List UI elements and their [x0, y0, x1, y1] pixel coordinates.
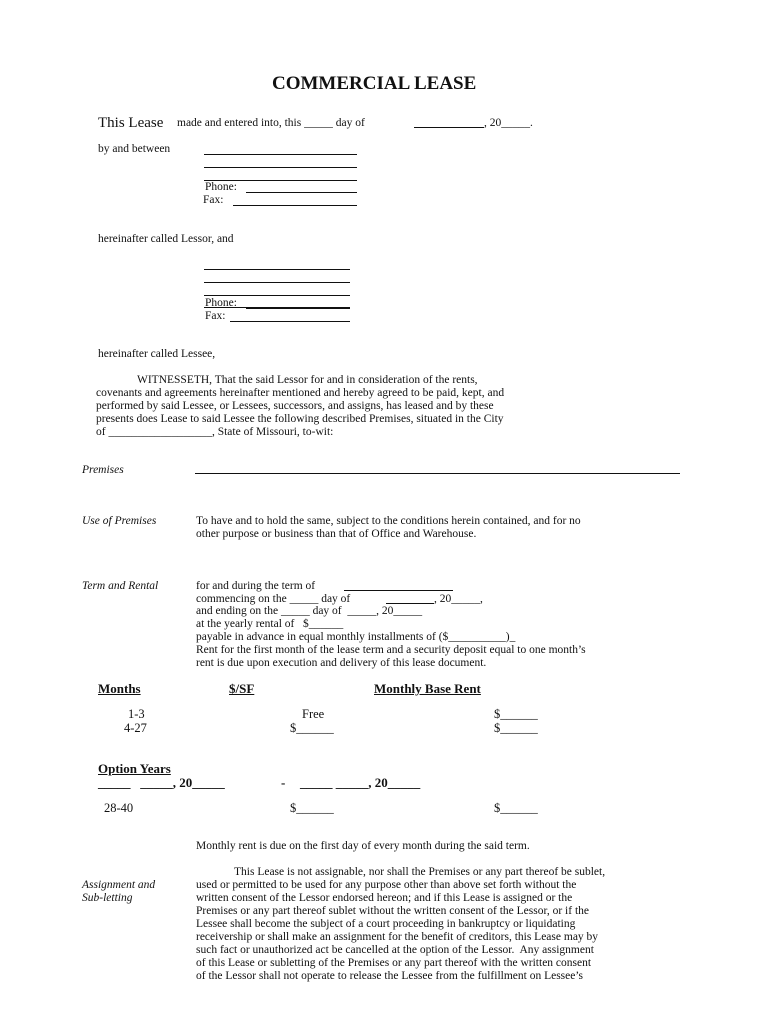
use-label: Use of Premises [82, 515, 157, 527]
rent-table-header-sf: $/SF [229, 681, 255, 696]
commencing-year: , 20_____, [434, 593, 483, 605]
rent-table-header-months: Months [98, 681, 141, 696]
rent-row-2-rent: $______ [494, 721, 538, 735]
lessor-fax-line [233, 194, 357, 206]
assignment-line-5: Lessee shall become the subject of a court proceeding in bankruptcy or liquidating [196, 918, 576, 930]
lessee-name-line-2 [204, 271, 350, 283]
rent-table-header-rent: Monthly Base Rent [374, 681, 481, 696]
witnesseth-line-4: presents does Lease to said Lessee the following described Premises, situated in the City [96, 413, 504, 425]
lessor-fax-label: Fax: [203, 194, 224, 206]
rent-row-1-sf: Free [302, 707, 325, 721]
lessor-phone-line [246, 181, 357, 193]
term-line-6: Rent for the first month of the lease term and a security deposit equal to one month’s [196, 644, 586, 656]
lessee-phone-label: Phone: [205, 297, 237, 309]
premises-label: Premises [82, 464, 124, 476]
use-line-2: other purpose or business than that of Office and Warehouse. [196, 528, 477, 540]
assignment-line-2: used or permitted to be used for any purpose other than above set forth without the [196, 879, 577, 891]
term-label: Term and Rental [82, 580, 159, 592]
witnesseth-line-1: WITNESSETH, That the said Lessor for and in consideration of the rents, [137, 374, 478, 386]
commencing-month-line [386, 592, 434, 604]
intro-year: , 20_____. [484, 117, 533, 129]
lessee-fax-line [230, 310, 350, 322]
option-years-heading: Option Years [98, 761, 171, 776]
intro-made-entered: made and entered into, this _____ day of [177, 117, 365, 129]
option-row-rent: $______ [494, 801, 538, 815]
assignment-line-4: Premises or any part thereof sublet without the written consent of the Lessor, or if the [196, 905, 589, 917]
assignment-line-7: such fact or unauthorized act be cancelled at the option of the Lessor. Any assignment [196, 944, 594, 956]
rent-row-2-months: 4-27 [124, 721, 147, 735]
lessee-fax-label: Fax: [205, 310, 226, 322]
use-line-1: To have and to hold the same, subject to the conditions herein contained, and for no [196, 515, 581, 527]
rent-row-2-sf: $______ [290, 721, 334, 735]
lessee-phone-line [246, 297, 350, 309]
term-length-line [344, 579, 453, 591]
premises-line [195, 462, 680, 474]
lessor-phone-label: Phone: [205, 181, 237, 193]
term-line-1: for and during the term of [196, 580, 316, 592]
lessor-called: hereinafter called Lessor, and [98, 233, 234, 245]
witnesseth-line-5: of __________________, State of Missouri, to-wit: [96, 426, 334, 438]
assignment-label-line-1: Assignment and [82, 879, 156, 891]
term-line-3: and ending on the _____ day of _____, 20_____ [196, 605, 423, 617]
witnesseth-line-3: performed by said Lessee, or Lessees, successors, and assigns, has leased and by these [96, 400, 494, 412]
assignment-line-6: receivership or shall make an assignment for the benefit of creditors, this Lease may by [196, 931, 599, 943]
assignment-line-1: This Lease is not assignable, nor shall the Premises or any part thereof be sublet, [234, 866, 606, 878]
assignment-line-9: of the Lessor shall not operate to release the Lessee from the fulfillment on Lessee’s [196, 970, 584, 982]
option-years-start-date: _____ _____, 20_____ [98, 775, 225, 790]
lessor-name-line-2 [204, 156, 357, 168]
term-line-4: at the yearly rental of $______ [196, 618, 344, 630]
assignment-line-8: of this Lease or subletting of the Premises or any part thereof with the written consent [196, 957, 592, 969]
term-line-2: commencing on the _____ day of [196, 593, 351, 605]
rent-row-1-months: 1-3 [128, 707, 145, 721]
term-line-7: rent is due upon execution and delivery of this lease document. [196, 657, 487, 669]
option-years-end-date: _____ _____, 20_____ [300, 775, 421, 790]
witnesseth-line-2: covenants and agreements hereinafter mentioned and hereby agreed to be paid, kept, and [96, 387, 505, 399]
option-row-months: 28-40 [104, 801, 134, 815]
lessee-name-line-3 [204, 284, 350, 296]
option-row-sf: $______ [290, 801, 334, 815]
lessee-name-line-1 [204, 258, 350, 270]
intro-month-blank [414, 116, 484, 128]
lessee-called: hereinafter called Lessee, [98, 348, 216, 360]
rent-row-1-rent: $______ [494, 707, 538, 721]
assignment-line-3: written consent of the Lessor endorsed hereon; and if this Lease is assigned or the [196, 892, 573, 904]
by-and-between: by and between [98, 143, 171, 155]
assignment-label-line-2: Sub-letting [82, 892, 133, 904]
document-title: COMMERCIAL LEASE [272, 73, 477, 94]
option-years-dash: - [281, 775, 286, 790]
intro-this-lease: This Lease [98, 115, 164, 131]
monthly-rent-due: Monthly rent is due on the first day of every month during the said term. [196, 840, 530, 852]
lessor-name-line-1 [204, 143, 357, 155]
term-line-5: payable in advance in equal monthly installments of ($__________)_ [196, 631, 516, 643]
lessor-name-line-3 [204, 169, 357, 181]
